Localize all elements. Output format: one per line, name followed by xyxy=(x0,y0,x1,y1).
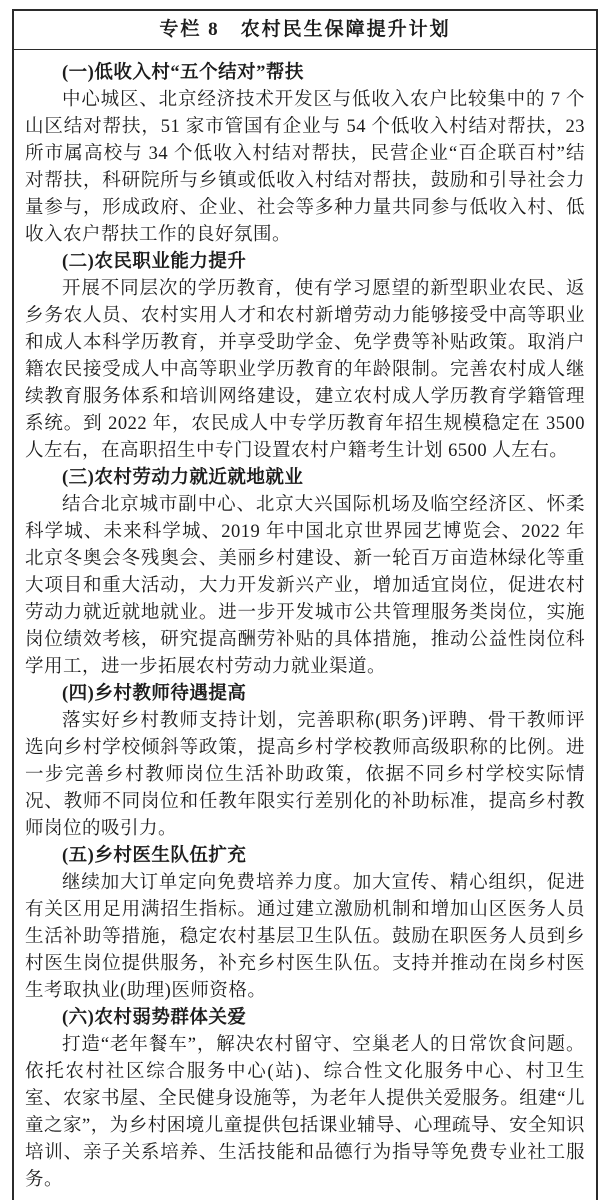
plan-section xyxy=(25,249,585,465)
section-heading: (二)农民职业能力提升 xyxy=(62,251,247,272)
plan-section xyxy=(25,681,585,843)
section-paragraph: 结合北京城市副中心、北京大兴国际机场及临空经济区、怀柔科学城、未来科学城、2019 年中国北京世界园艺博览会、2022 年北京冬奥会冬残奥会、美丽乡村建设、新一轮百万亩造林绿化等重大项目和重大活动，大力开发新兴产业，增加适宜岗位，促进农村劳动力就近就地就业。进一步开发城市公共管理服务类岗位，实施岗位绩效考核，研究提高酬劳补贴的具体措施，推动公益性岗位科学用工，进一步拓展农村劳动力就业渠道。 xyxy=(25,494,585,677)
callout-box xyxy=(12,9,598,1200)
section-paragraph: 开展不同层次的学历教育，使有学习愿望的新型职业农民、返乡务农人员、农村实用人才和农村新增劳动力能够接受中高等职业和成人本科学历教育，并享受助学金、免学费等补贴政策。取消户籍农民接受成人中高等职业学历教育的年龄限制。完善农村成人继续教育服务体系和培训网络建设，建立农村成人学历教育学籍管理系统。到 2022 年，农民成人中专学历教育年招生规模稳定在 3500 人左右，在高职招生中专门设置农村户籍考生计划 6500 人左右。 xyxy=(25,278,585,461)
plan-section xyxy=(25,1005,585,1194)
plan-section xyxy=(25,465,585,681)
section-heading: (五)乡村医生队伍扩充 xyxy=(62,845,247,866)
section-heading: (六)农村弱势群体关爱 xyxy=(62,1007,247,1028)
box-body xyxy=(14,50,596,1200)
section-paragraph: 继续加大订单定向免费培养力度。加大宣传、精心组织，促进有关区用足用满招生指标。通过建立激励机制和增加山区医务人员生活补助等措施，稳定农村基层卫生队伍。鼓励在职医务人员到乡村医生岗位提供服务，补充乡村医生队伍。支持并推动在岗乡村医生考取执业(助理)医师资格。 xyxy=(25,872,585,1001)
section-paragraph: 中心城区、北京经济技术开发区与低收入农户比较集中的 7 个山区结对帮扶，51 家市管国有企业与 54 个低收入村结对帮扶，23 所市属高校与 34 个低收入村结对帮扶，民营企业“百企联百村”结对帮扶，科研院所与乡镇或低收入村结对帮扶，鼓励和引导社会力量参与，形成政府、企业、社会等多种力量共同参与低收入村、低收入农户帮扶工作的良好氛围。 xyxy=(25,89,585,245)
box-title: 专栏 8 农村民生保障提升计划 xyxy=(14,11,596,50)
section-heading: (一)低收入村“五个结对”帮扶 xyxy=(62,62,304,83)
plan-section xyxy=(25,60,585,249)
plan-section xyxy=(25,843,585,1005)
section-paragraph: 落实好乡村教师支持计划，完善职称(职务)评聘、骨干教师评选向乡村学校倾斜等政策，提高乡村学校教师高级职称的比例。进一步完善乡村教师岗位生活补助政策，依据不同乡村学校实际情况、教师不同岗位和任教年限实行差别化的补助标准，提高乡村教师岗位的吸引力。 xyxy=(25,710,585,839)
section-heading: (四)乡村教师待遇提高 xyxy=(62,683,247,704)
section-heading: (三)农村劳动力就近就地就业 xyxy=(62,467,304,488)
section-paragraph: 打造“老年餐车”，解决农村留守、空巢老人的日常饮食问题。依托农村社区综合服务中心(站)、综合性文化服务中心、村卫生室、农家书屋、全民健身设施等，为老年人提供关爱服务。组建“儿童之家”，为乡村困境儿童提供包括课业辅导、心理疏导、安全知识培训、亲子关系培养、生活技能和品德行为指导等免费专业社工服务。 xyxy=(25,1034,585,1190)
